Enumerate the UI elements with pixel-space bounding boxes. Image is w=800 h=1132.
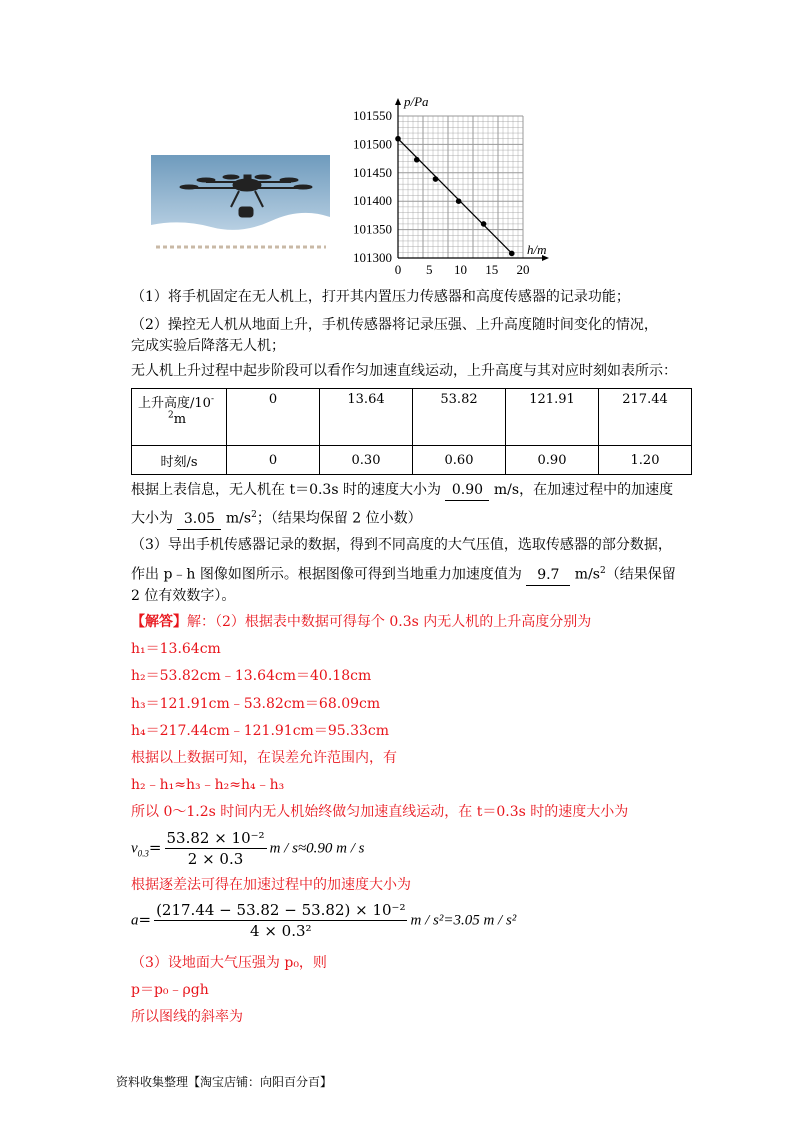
x-tick-label: 10 <box>454 262 467 277</box>
q2b-tail: ；（结果均保留 2 位小数） <box>256 510 422 527</box>
solution-intro <box>131 612 591 632</box>
q2b-unit: m/s <box>225 510 252 527</box>
table-row <box>132 389 692 446</box>
solution-accel-intro: 根据逐差法可得在加速过程中的加速度大小为 <box>131 877 411 893</box>
drone-photo <box>151 155 330 252</box>
data-point <box>509 251 515 257</box>
v-denominator: 2 × 0.3 <box>187 850 244 868</box>
a-denominator: 4 × 0.3² <box>250 922 312 940</box>
fit-line <box>398 139 514 255</box>
y-tick-label: 101400 <box>353 193 392 209</box>
footer-source: 资料收集整理【淘宝店铺：向阳百分百】 <box>116 1075 333 1089</box>
solution-h2: h₂＝53.82cm﹣13.64cm＝40.18cm <box>131 668 372 684</box>
solution-h1: h₁＝13.64cm <box>131 641 221 657</box>
question-3c: 2 位有效数字）。 <box>131 588 236 604</box>
solution-h3: h₃＝121.91cm﹣53.82cm＝68.09cm <box>131 696 381 712</box>
height-header-sup: - <box>210 394 214 405</box>
step-2a: （2）操控无人机从地面上升，手机传感器将记录压强、上升高度随时间变化的情况， <box>131 317 658 333</box>
x-tick-label: 20 <box>516 262 530 277</box>
time-header: 时刻/s <box>132 446 227 475</box>
answer-gravity: 9.7 <box>526 565 570 586</box>
data-point <box>395 136 401 142</box>
question-3b: 作出 p﹣h 图像如图所示。根据图像可得到当地重力加速度值为 9.7 $m/s^2$（结果保留 <box>131 561 676 586</box>
step-1: （1）将手机固定在无人机上，打开其内置压力传感器和高度传感器的记录功能； <box>131 289 630 305</box>
y-tick-label: 101350 <box>353 221 392 237</box>
answer-velocity: 0.90 <box>445 480 489 501</box>
height-header-exp: 2 <box>168 411 174 421</box>
q3b-text: 作出 p﹣h 图像如图所示。根据图像可得到当地重力加速度值为 <box>131 566 522 583</box>
table-row <box>132 446 692 475</box>
question-3a: （3）导出手机传感器记录的数据，得到不同高度的大气压值，选取传感器的部分数据， <box>131 537 672 553</box>
v-numerator: 53.82 × 10⁻² <box>166 829 265 847</box>
table-cell: 217.44 <box>599 389 692 446</box>
v-symbol: v <box>131 840 138 857</box>
x-tick-label: 15 <box>485 262 499 277</box>
y-tick-label: 101450 <box>353 164 392 180</box>
q3b-unit: m/s <box>574 566 600 583</box>
data-point <box>456 198 462 204</box>
a-symbol: a <box>131 912 139 929</box>
data-table <box>131 388 692 475</box>
table-cell: 13.64 <box>320 389 413 446</box>
table-cell: 0.30 <box>320 446 413 475</box>
data-point <box>414 157 420 163</box>
data-point <box>481 221 487 227</box>
q2a-text: 根据上表信息，无人机在 t＝0.3s 时的速度大小为 <box>131 482 441 498</box>
table-cell: 53.82 <box>413 389 506 446</box>
solution-label: 【解答】 <box>131 614 187 630</box>
table-cell: 0 <box>227 446 320 475</box>
q2b-text: 大小为 <box>131 510 173 527</box>
y-tick-label: 101300 <box>353 250 392 265</box>
acceleration-formula: a= $\frac{\text{(217.44 − 53.82 − 53.82) × 10⁻²}}{\text{4 × 0.3²}}$ m / s²=3.05 m / s² <box>131 901 517 940</box>
solution-line: 解：（2）根据表中数据可得每个 0.3s 内无人机的上升高度分别为 <box>187 614 592 630</box>
height-header-unit: m <box>173 412 187 428</box>
step-2b: 完成实验后降落无人机； <box>131 338 285 354</box>
table-cell: 0 <box>227 389 320 446</box>
solution-h4: h₄＝217.44cm﹣121.91cm＝95.33cm <box>131 723 390 739</box>
question-2b: 大小为 3.05 $m/s^2$；（结果均保留 2 位小数） <box>131 505 422 530</box>
a-numerator: (217.44 − 53.82 − 53.82) × 10⁻² <box>156 901 406 919</box>
v-result: m / s≈0.90 m / s <box>269 840 365 857</box>
solution-conclusion: 所以 0～1.2s 时间内无人机始终做匀加速直线运动，在 t＝0.3s 时的速度大小为 <box>131 804 629 820</box>
table-cell: 0.90 <box>506 446 599 475</box>
height-header <box>132 389 227 446</box>
data-point <box>433 176 439 182</box>
table-cell: 1.20 <box>599 446 692 475</box>
step-2c: 无人机上升过程中起步阶段可以看作匀加速直线运动，上升高度与其对应时刻如表所示： <box>131 363 677 379</box>
question-2a <box>131 480 673 501</box>
p-h-chart <box>335 90 575 280</box>
a-result: m / s²=3.05 m / s² <box>410 912 517 929</box>
table-cell: 0.60 <box>413 446 506 475</box>
q3b-tail: （结果保留 <box>605 566 676 583</box>
solution-slope: 所以图线的斜率为 <box>131 1009 243 1025</box>
x-axis-label: h/m <box>527 242 547 257</box>
height-header-text: 上升高度/10 <box>138 396 211 411</box>
v-subscript: 0.3 <box>137 848 149 859</box>
velocity-formula: $v_{0.3}=$ $\frac{\text{53.82 × 10⁻²}}{2 \times 0.3}$ m / s≈0.90 m / s <box>131 829 365 868</box>
solution-part3: （3）设地面大气压强为 p₀，则 <box>131 955 327 971</box>
solution-pressure: p＝p₀﹣ρgh <box>131 982 209 998</box>
answer-acceleration: 3.05 <box>177 509 221 530</box>
table-cell: 121.91 <box>506 389 599 446</box>
x-tick-label: 5 <box>426 262 433 277</box>
solution-relation: h₂﹣h₁≈h₃﹣h₂≈h₄﹣h₃ <box>131 777 285 793</box>
x-tick-label: 0 <box>394 262 402 277</box>
y-axis-label: p/Pa <box>404 94 429 109</box>
y-axis-arrow <box>395 98 401 105</box>
y-tick-label: 101500 <box>353 136 392 152</box>
q2a-post: m/s，在加速过程中的加速度 <box>493 482 674 498</box>
y-tick-label: 101550 <box>353 108 392 123</box>
solution-note: 根据以上数据可知，在误差允许范围内，有 <box>131 750 397 766</box>
